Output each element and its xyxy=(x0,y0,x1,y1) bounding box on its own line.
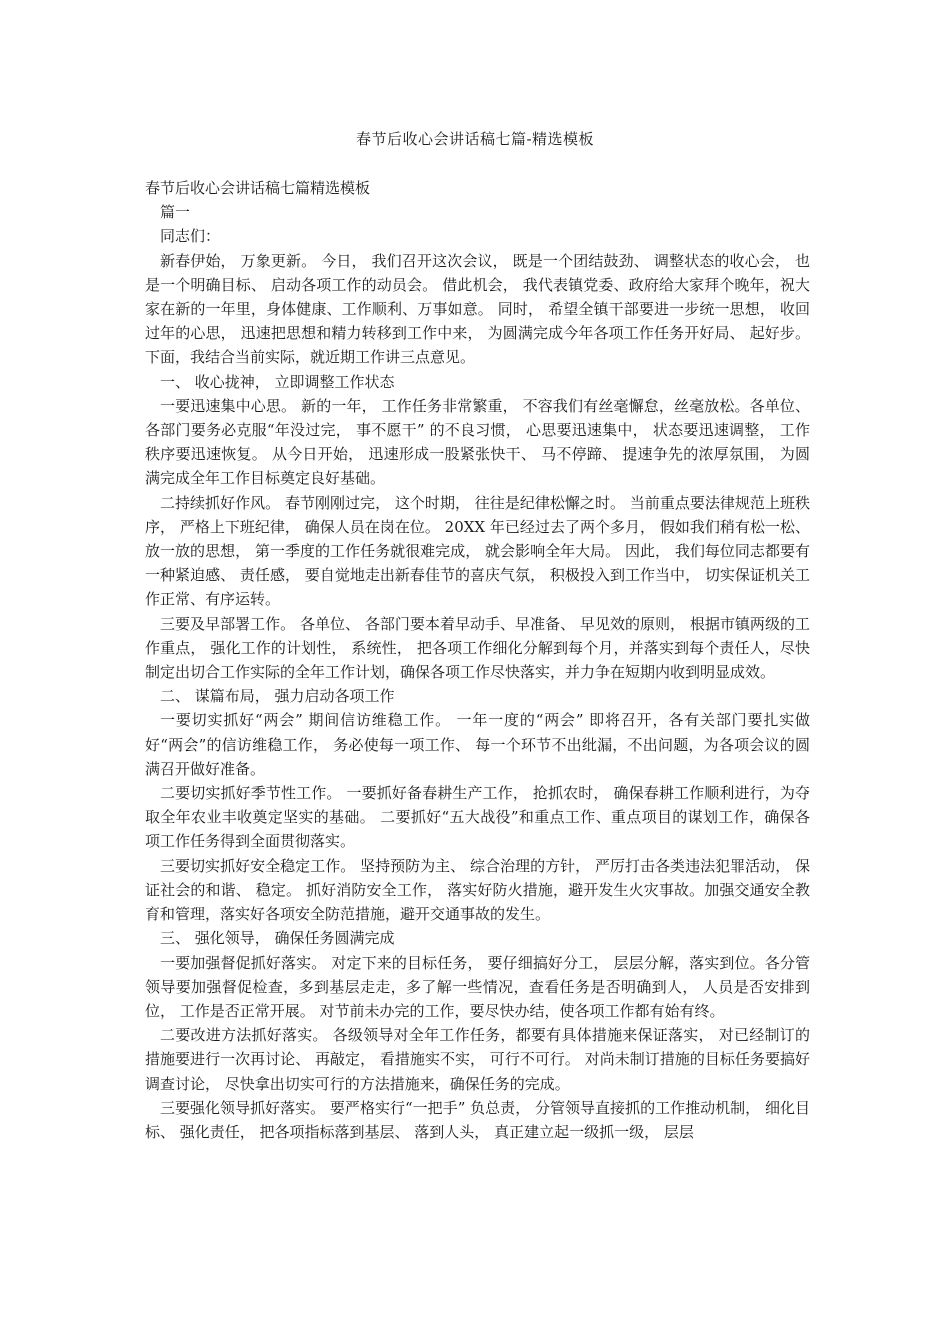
body-paragraph: 一要迅速集中心思。 新的一年， 工作任务非常繁重， 不容我们有丝毫懈怠，丝毫放松。各单位、 各部门要务必克服“年没过完， 事不愿干” 的不良习惯， 心思要迅速集中， 状态要迅速调整， 工作秩序要迅速恢复。 从今日开始， 迅速形成一股紧张快干、 马不停蹄、 提速争先的浓厚氛围， 为圆满完成全年工作目标奠定良好基础。 xyxy=(145,396,810,488)
section-label: 篇一 xyxy=(160,203,191,222)
section-heading: 三、 强化领导， 确保任务圆满完成 xyxy=(160,929,395,948)
salutation: 同志们： xyxy=(160,227,221,246)
body-paragraph: 三要切实抓好安全稳定工作。 坚持预防为主、 综合治理的方针， 严厉打击各类违法犯罪活动， 保证社会的和谐、 稳定。 抓好消防安全工作， 落实好防火措施，避开发生火灾事故。加强交通安全教育和管理，落实好各项安全防范措施，避开交通事故的发生。 xyxy=(145,856,810,924)
body-paragraph: 三要强化领导抓好落实。 要严格实行“一把手” 负总责， 分管领导直接抓的工作推动机制， 细化目标、 强化责任， 把各项指标落到基层、 落到人头， 真正建立起一级抓一级， 层层 xyxy=(145,1098,810,1141)
body-paragraph: 一要切实抓好“两会” 期间信访维稳工作。 一年一度的“两会” 即将召开，各有关部门要扎实做好“两会”的信访维稳工作， 务必使每一项工作、 每一个环节不出纰漏，不出问题，为各项会议的圆满召开做好准备。 xyxy=(145,711,810,778)
section-heading: 二、 谋篇布局， 强力启动各项工作 xyxy=(160,687,395,706)
body-paragraph: 新春伊始， 万象更新。 今日， 我们召开这次会议， 既是一个团结鼓劲、 调整状态的收心会， 也是一个明确目标、 启动各项工作的动员会。 借此机会， 我代表镇党委、政府给大家拜个晚年，祝大家在新的一年里，身体健康、工作顺利、万事如意。 同时， 希望全镇干部要进一步统一思想， 收回过年的心思， 迅速把思想和精力转移到工作中来， 为圆满完成今年各项工作任务开好局、 起好步。 下面，我结合当前实际，就近期工作讲三点意见。 xyxy=(145,251,810,367)
document-body xyxy=(145,176,810,1144)
page-title: 春节后收心会讲话稿七篇-精选模板 xyxy=(355,130,595,148)
body-paragraph: 二持续抓好作风。 春节刚刚过完， 这个时期， 往往是纪律松懈之时。 当前重点要法律规范上班秩序， 严格上下班纪律， 确保人员在岗在位。 20XX 年已经过去了两个多月， 假如我们稍有松一松、 放一放的思想， 第一季度的工作任务就很难完成， 就会影响全年大局。 因此， 我们每位同志都要有一种紧迫感、 责任感， 要自觉地走出新春佳节的喜庆气氛， 积极投入到工作当中， 切实保证机关工作正常、有序运转。 xyxy=(145,493,810,609)
body-paragraph: 三要及早部署工作。 各单位、 各部门要本着早动手、早准备、 早见效的原则， 根据市镇两级的工作重点， 强化工作的计划性， 系统性， 把各项工作细化分解到每个月，并落实到每个责任人，尽快制定出切合工作实际的全年工作计划，确保各项工作尽快落实，并力争在短期内收到明显成效。 xyxy=(145,614,810,682)
document-subtitle: 春节后收心会讲话稿七篇精选模板 xyxy=(145,179,371,197)
body-paragraph: 一要加强督促抓好落实。 对定下来的目标任务， 要仔细搞好分工， 层层分解，落实到位。各分管领导要加强督促检查，多到基层走走，多了解一些情况，查看任务是否明确到人， 人员是否安排到位， 工作是否正常开展。 对节前未办完的工作，要尽快办结，使各项工作都有始有终。 xyxy=(145,953,810,1020)
body-paragraph: 二要改进方法抓好落实。 各级领导对全年工作任务，都要有具体措施来保证落实， 对已经制订的措施要进行一次再讨论、 再敲定， 看措施实不实， 可行不可行。 对尚未制订措施的目标任务要搞好调查讨论， 尽快拿出切实可行的方法措施来，确保任务的完成。 xyxy=(145,1026,810,1093)
section-heading: 一、 收心拢神， 立即调整工作状态 xyxy=(160,372,395,391)
body-paragraph: 二要切实抓好季节性工作。 一要抓好备春耕生产工作， 抢抓农时， 确保春耕工作顺利进行，为夺取全年农业丰收奠定坚实的基础。 二要抓好“五大战役”和重点工作、重点项目的谋划工作，确保各项工作任务得到全面贯彻落实。 xyxy=(145,784,810,851)
